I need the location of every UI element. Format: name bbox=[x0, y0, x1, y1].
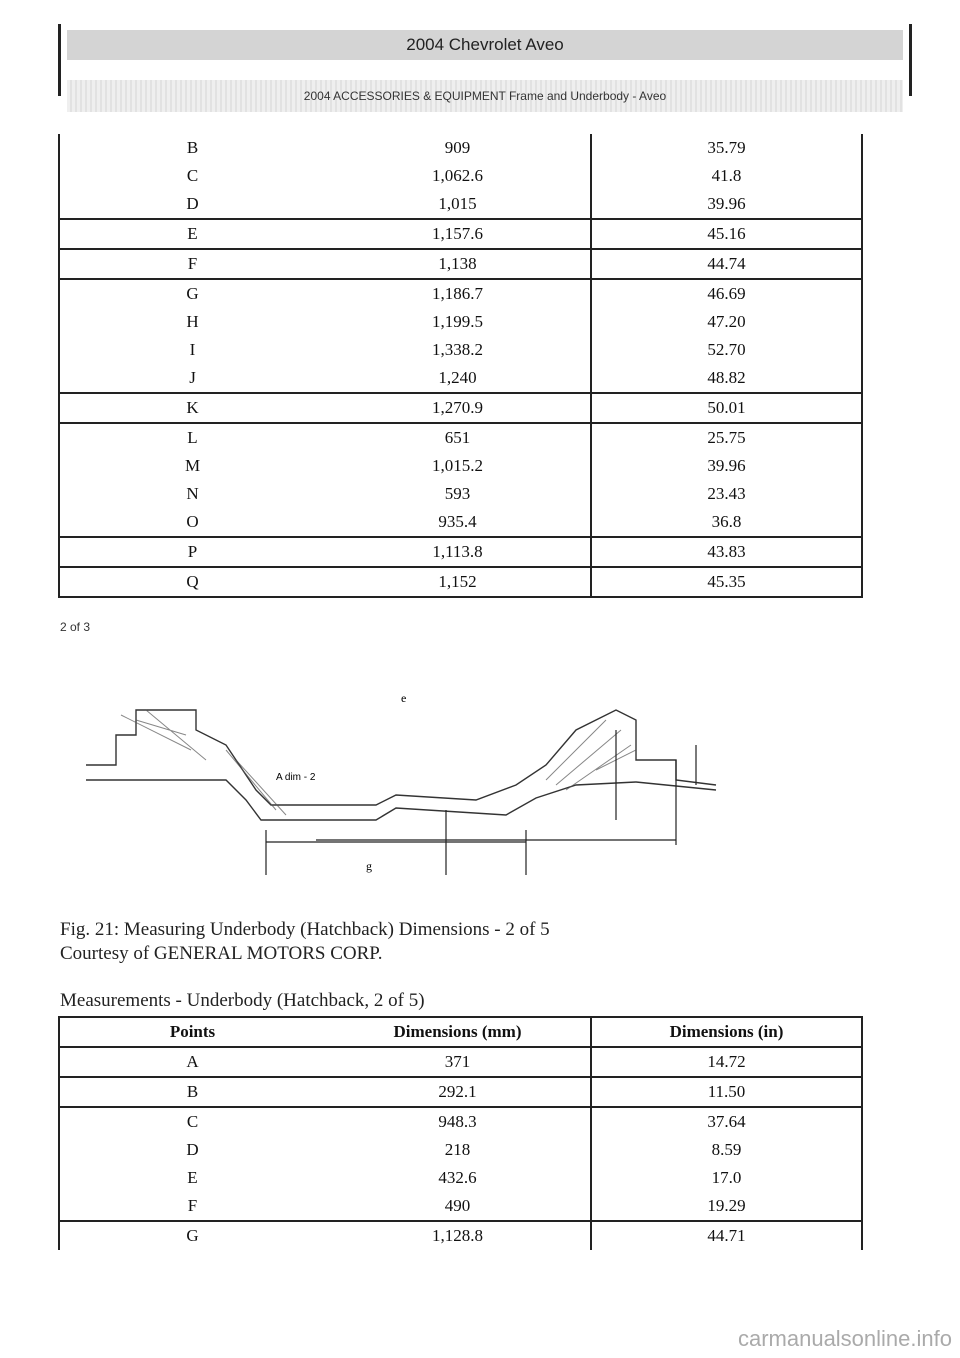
cell-mm: 651 bbox=[325, 423, 591, 452]
table-row bbox=[59, 423, 862, 452]
cell-mm: 1,270.9 bbox=[325, 393, 591, 423]
cell-in: 47.20 bbox=[591, 308, 862, 336]
header-points: Points bbox=[59, 1017, 325, 1047]
cell-in: 8.59 bbox=[591, 1136, 862, 1164]
table-row bbox=[59, 1107, 862, 1136]
cell-mm: 1,240 bbox=[438, 368, 477, 387]
cell-point: K bbox=[59, 393, 325, 423]
cell-mm: 371 bbox=[444, 1052, 471, 1071]
dimensions-table bbox=[58, 1016, 863, 1250]
cell-mm: 593 bbox=[444, 484, 471, 503]
table-row bbox=[59, 249, 862, 279]
cell-in: 23.43 bbox=[591, 480, 862, 508]
table-row bbox=[59, 537, 862, 567]
cell-mm: 1,015.2 bbox=[432, 456, 483, 475]
watermark: carmanualsonline.info bbox=[737, 1326, 952, 1351]
cell-mm: 1,062.6 bbox=[432, 166, 483, 185]
table-row bbox=[59, 1221, 862, 1250]
table-row bbox=[59, 393, 862, 423]
cell-point: E bbox=[59, 219, 325, 249]
table-row bbox=[59, 308, 862, 336]
cell-point: F bbox=[59, 249, 325, 279]
label-e: e bbox=[401, 691, 407, 705]
cell-point: B bbox=[59, 134, 325, 162]
label-a-dim: A dim - 2 bbox=[276, 772, 316, 783]
cell-mm: 948.3 bbox=[325, 1107, 591, 1136]
header-in: Dimensions (in) bbox=[591, 1017, 862, 1047]
cell-in: 44.71 bbox=[591, 1221, 862, 1250]
cell-mm: 490 bbox=[444, 1196, 471, 1215]
cell-point: P bbox=[59, 537, 325, 567]
caption-line-2: Courtesy of GENERAL MOTORS CORP. bbox=[60, 943, 383, 964]
caption-line-1: Fig. 21: Measuring Underbody (Hatchback) Dimensions - 2 of 5 bbox=[60, 919, 550, 940]
dimensions-table-continued bbox=[58, 134, 863, 598]
cell-point: C bbox=[59, 162, 325, 190]
header-title: 2004 Chevrolet Aveo bbox=[67, 30, 903, 60]
table-row bbox=[59, 190, 862, 219]
cell-mm: 1,338.2 bbox=[432, 340, 483, 359]
cell-mm: 1,113.8 bbox=[325, 537, 591, 567]
cell-mm: 1,152 bbox=[325, 567, 591, 597]
cell-in: 45.35 bbox=[591, 567, 862, 597]
cell-point: L bbox=[59, 423, 325, 452]
cell-mm: 1,128.8 bbox=[325, 1221, 591, 1250]
table-row bbox=[59, 279, 862, 308]
underbody-outline bbox=[86, 710, 716, 820]
table-row bbox=[59, 134, 862, 162]
cell-point: B bbox=[59, 1077, 325, 1107]
cell-point: Q bbox=[59, 567, 325, 597]
table-row bbox=[59, 1136, 862, 1164]
cell-mm: 1,015 bbox=[438, 194, 477, 213]
cell-mm: 432.6 bbox=[438, 1168, 477, 1187]
cell-in: 45.16 bbox=[591, 219, 862, 249]
table-row bbox=[59, 508, 862, 537]
table-row bbox=[59, 336, 862, 364]
table-row bbox=[59, 219, 862, 249]
label-g: g bbox=[366, 859, 372, 873]
cell-mm: 935.4 bbox=[438, 512, 477, 531]
cell-in: 35.79 bbox=[591, 134, 862, 162]
cell-point: M bbox=[59, 452, 325, 480]
cell-point: J bbox=[59, 364, 325, 393]
table-row bbox=[59, 1192, 862, 1221]
table-row bbox=[59, 364, 862, 393]
figure-caption bbox=[60, 918, 550, 966]
cell-in: 37.64 bbox=[591, 1107, 862, 1136]
section-title: Measurements - Underbody (Hatchback, 2 of 5) bbox=[60, 990, 425, 1011]
cell-mm: 1,199.5 bbox=[432, 312, 483, 331]
cell-in: 46.69 bbox=[591, 279, 862, 308]
underbody-hatching bbox=[121, 710, 636, 815]
cell-in: 11.50 bbox=[591, 1077, 862, 1107]
cell-point: G bbox=[59, 279, 325, 308]
cell-point: A bbox=[59, 1047, 325, 1077]
cell-mm: 1,138 bbox=[325, 249, 591, 279]
cell-in: 39.96 bbox=[591, 452, 862, 480]
page-header bbox=[58, 24, 912, 103]
table-row bbox=[59, 480, 862, 508]
cell-in: 52.70 bbox=[591, 336, 862, 364]
table-row bbox=[59, 1047, 862, 1077]
table-row bbox=[59, 162, 862, 190]
table-row bbox=[59, 1164, 862, 1192]
cell-point: O bbox=[59, 508, 325, 537]
cell-in: 50.01 bbox=[591, 393, 862, 423]
cell-in: 43.83 bbox=[591, 537, 862, 567]
cell-mm: 1,157.6 bbox=[325, 219, 591, 249]
header-subtitle: 2004 ACCESSORIES & EQUIPMENT Frame and Underbody - Aveo bbox=[67, 80, 903, 112]
cell-in: 17.0 bbox=[591, 1164, 862, 1192]
cell-point: G bbox=[59, 1221, 325, 1250]
cell-point: H bbox=[59, 308, 325, 336]
cell-in: 36.8 bbox=[591, 508, 862, 537]
header-mm: Dimensions (mm) bbox=[325, 1017, 591, 1047]
table-row bbox=[59, 452, 862, 480]
cell-in: 41.8 bbox=[591, 162, 862, 190]
cell-in: 39.96 bbox=[591, 190, 862, 219]
cell-point: D bbox=[59, 1136, 325, 1164]
cell-mm: 909 bbox=[444, 138, 471, 157]
underbody-diagram bbox=[76, 690, 726, 880]
cell-in: 48.82 bbox=[591, 364, 862, 393]
table-row bbox=[59, 567, 862, 597]
cell-in: 44.74 bbox=[591, 249, 862, 279]
cell-point: D bbox=[59, 190, 325, 219]
cell-in: 19.29 bbox=[591, 1192, 862, 1221]
cell-point: E bbox=[59, 1164, 325, 1192]
cell-in: 14.72 bbox=[591, 1047, 862, 1077]
cell-mm: 292.1 bbox=[325, 1077, 591, 1107]
cell-point: I bbox=[59, 336, 325, 364]
cell-point: F bbox=[59, 1192, 325, 1221]
cell-point: C bbox=[59, 1107, 325, 1136]
cell-in: 25.75 bbox=[591, 423, 862, 452]
cell-point: N bbox=[59, 480, 325, 508]
page-number: 2 of 3 bbox=[60, 620, 91, 634]
cell-mm: 218 bbox=[444, 1140, 471, 1159]
cell-mm: 1,186.7 bbox=[325, 279, 591, 308]
table-row bbox=[59, 1077, 862, 1107]
